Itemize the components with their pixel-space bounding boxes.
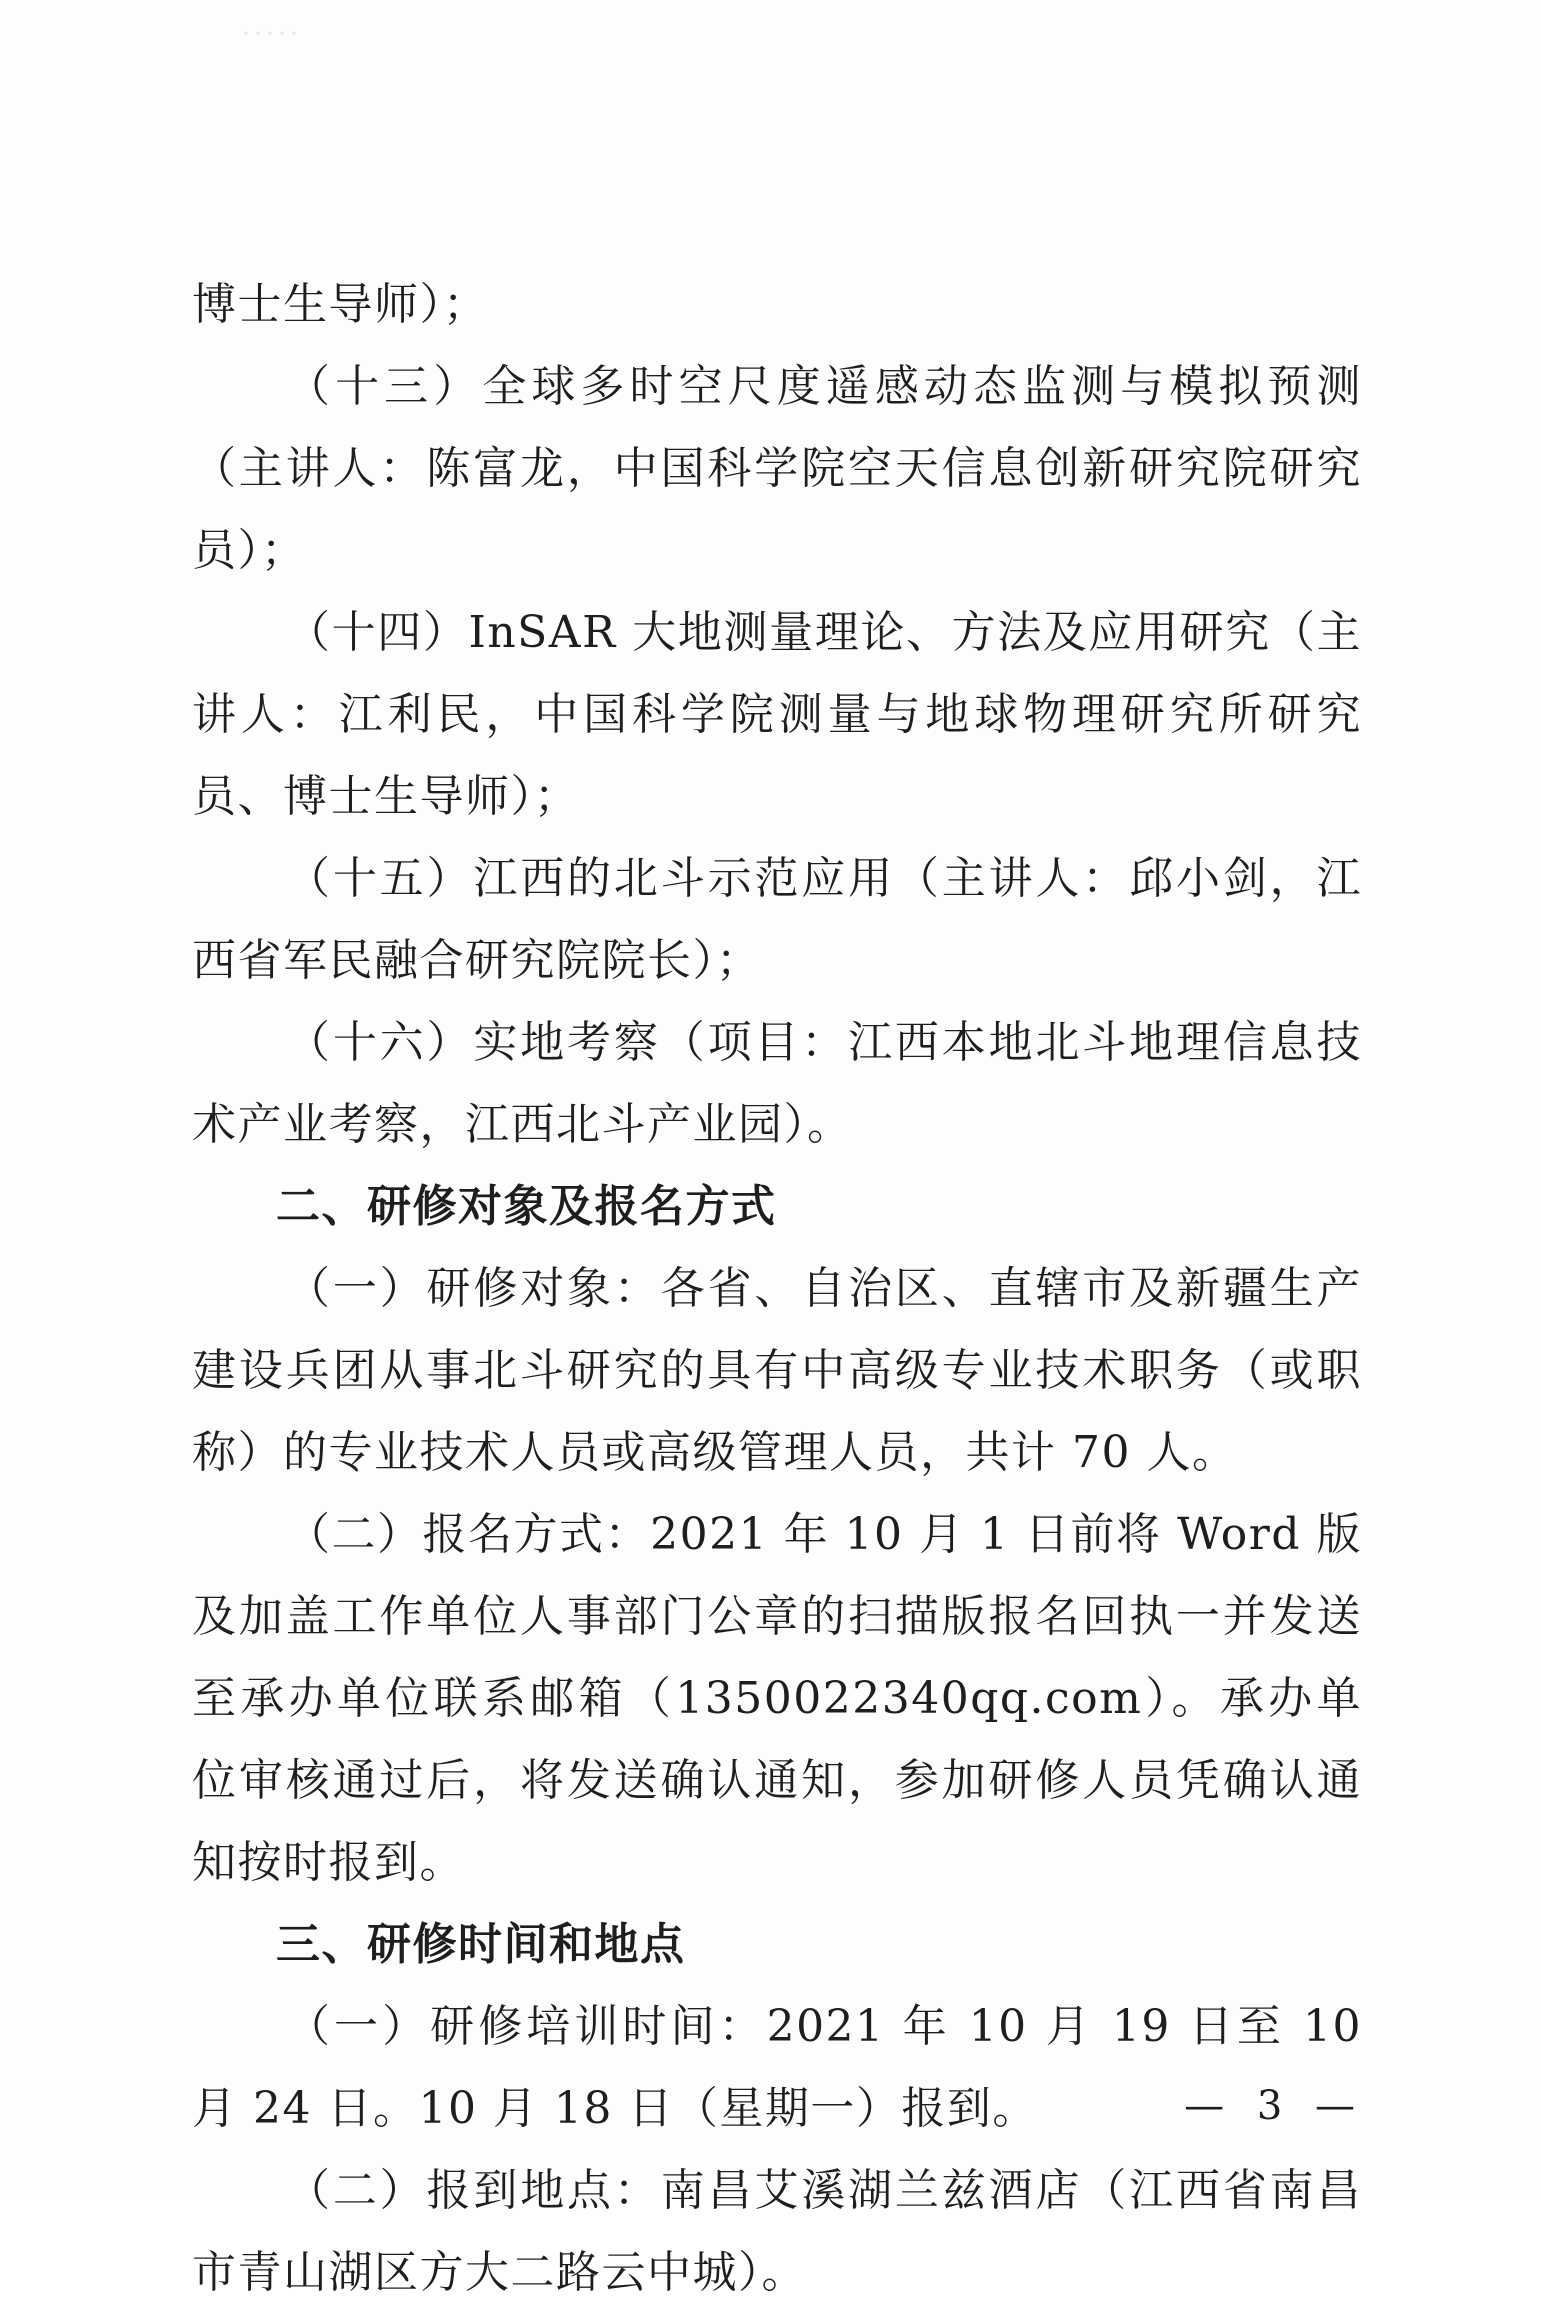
paragraph-item-13: （十三）全球多时空尺度遥感动态监测与模拟预测（主讲人：陈富龙，中国科学院空天信息创新研究院研究员）； bbox=[192, 361, 1362, 576]
paragraph-continuation: 博士生导师）； bbox=[192, 279, 489, 330]
paragraph-item-16: （十六）实地考察（项目：江西本地北斗地理信息技术产业考察，江西北斗产业园）。 bbox=[192, 1017, 1362, 1150]
paragraph-item-15: （十五）江西的北斗示范应用（主讲人：邱小剑，江西省军民融合研究院院长）； bbox=[192, 853, 1362, 986]
document-body bbox=[192, 264, 1362, 2314]
paragraph-location: （二）报到地点：南昌艾溪湖兰兹酒店（江西省南昌市青山湖区方大二路云中城）。 bbox=[192, 2165, 1362, 2298]
section-heading-2: 二、研修对象及报名方式 bbox=[276, 1181, 777, 1232]
paragraph-item-14: （十四）InSAR 大地测量理论、方法及应用研究（主讲人：江利民，中国科学院测量与地球物理研究所研究员、博士生导师）； bbox=[192, 607, 1362, 822]
scan-speck bbox=[240, 30, 300, 36]
paragraph-registration: （二）报名方式：2021 年 10 月 1 日前将 Word 版及加盖工作单位人事部门公章的扫描版报名回执一并发送至承办单位联系邮箱（1350022340qq.com）。承办单位审核通过后，将发送确认通知，参加研修人员凭确认通知按时报到。 bbox=[192, 1509, 1362, 1888]
paragraph-training-time: （一）研修培训时间：2021 年 10 月 19 日至 10 月 24 日。10 月 18 日（星期一）报到。 bbox=[192, 2001, 1362, 2134]
paragraph-participants: （一）研修对象：各省、自治区、直辖市及新疆生产建设兵团从事北斗研究的具有中高级专业技术职务（或职称）的专业技术人员或高级管理人员，共计 70 人。 bbox=[192, 1263, 1362, 1478]
section-heading-3: 三、研修时间和地点 bbox=[276, 1919, 686, 1970]
page-number: — 3 — bbox=[1184, 2083, 1365, 2129]
